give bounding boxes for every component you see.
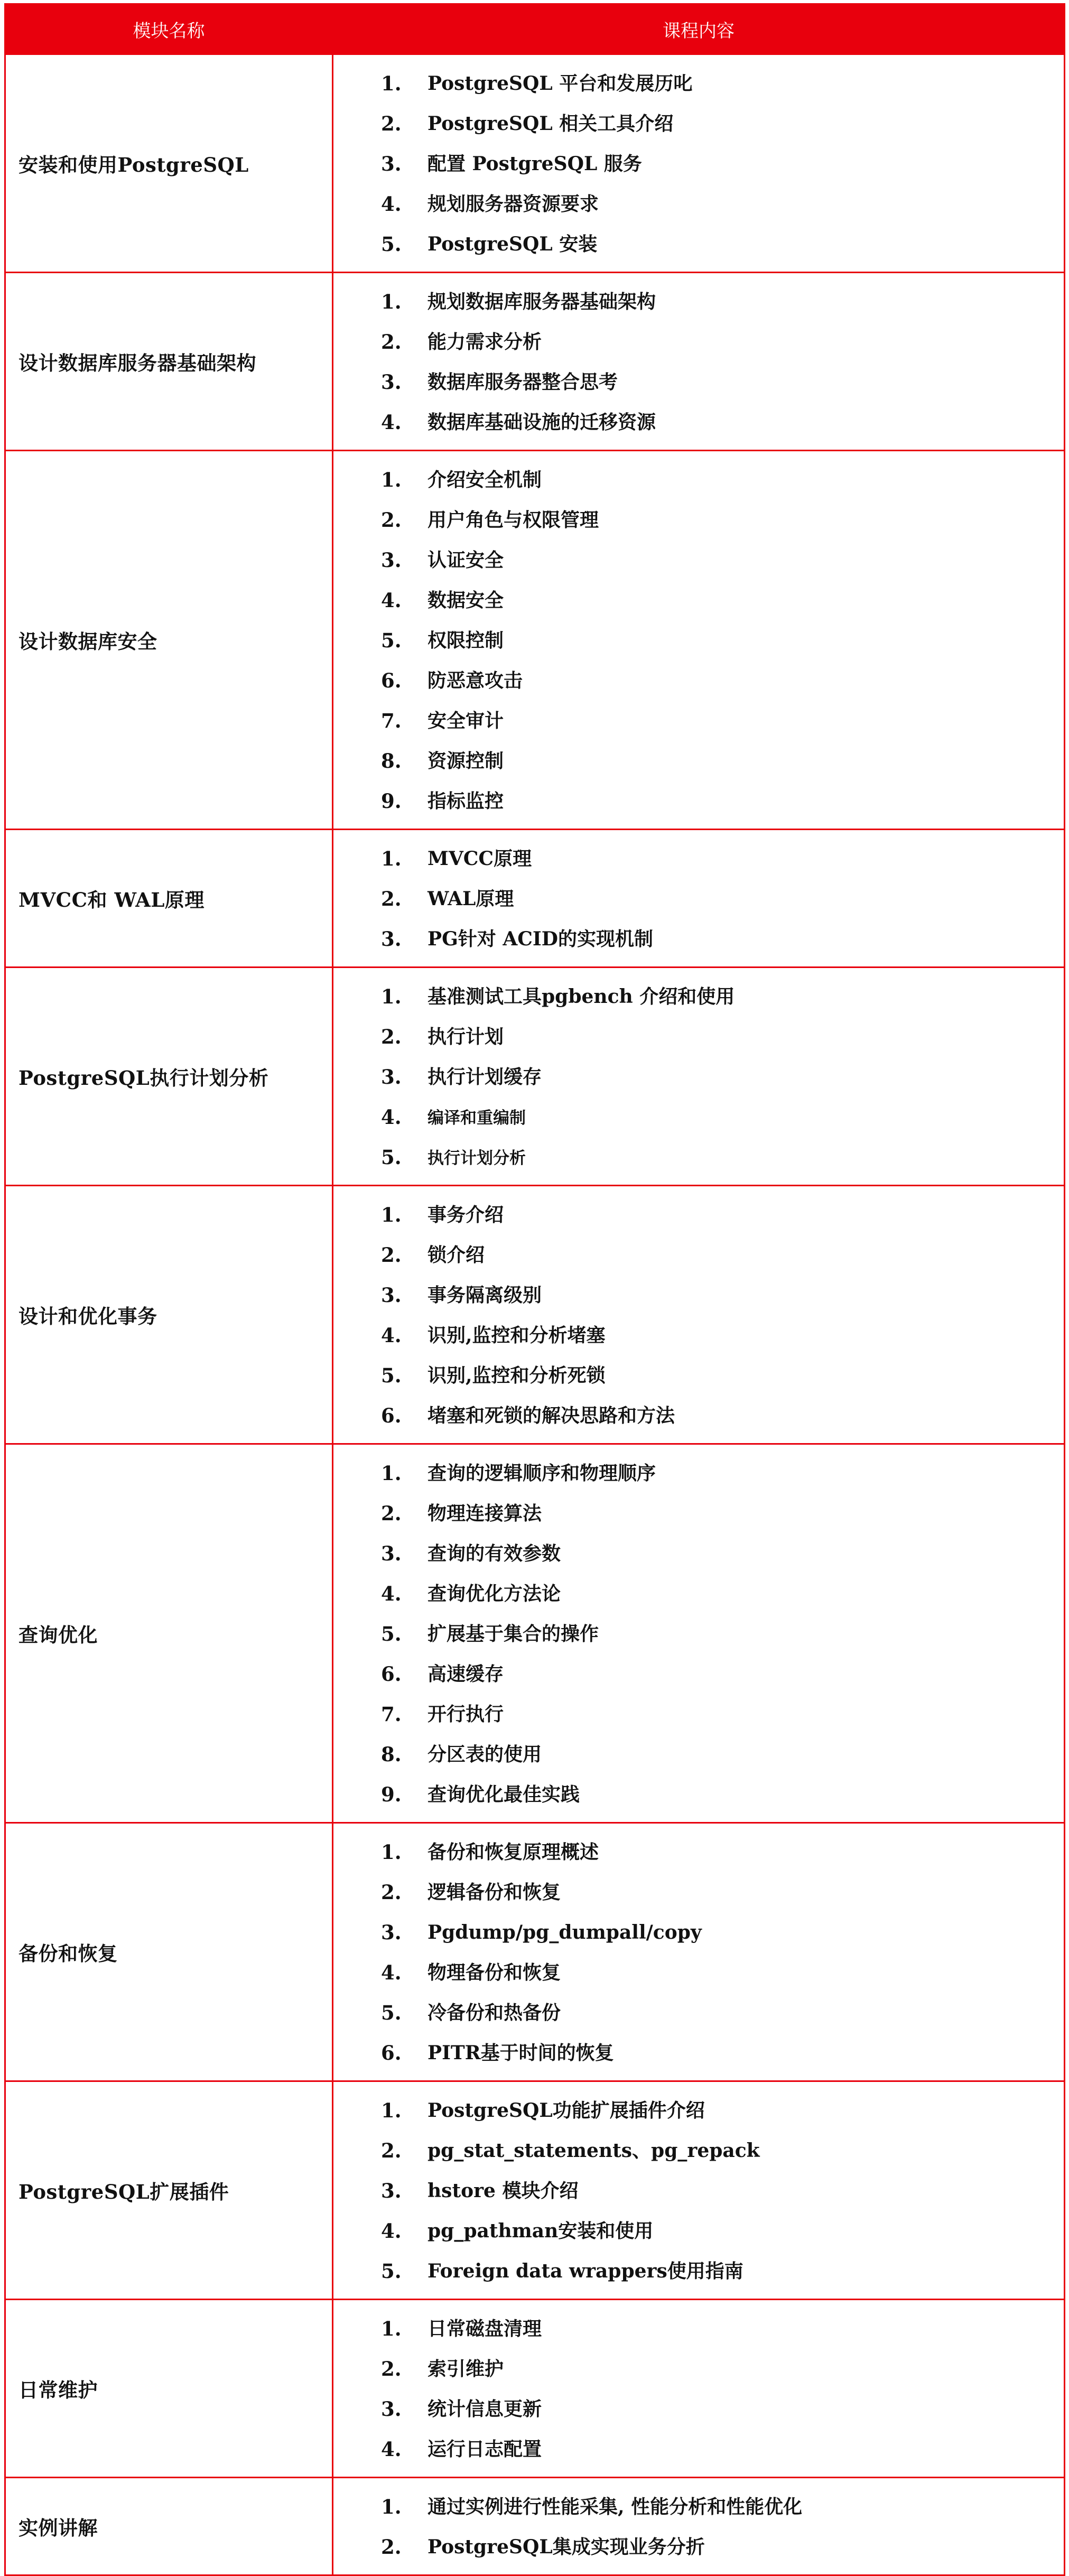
item-number: 6. [381, 669, 402, 692]
list-item [381, 1774, 1064, 1815]
list-item [381, 1614, 1064, 1654]
list-item [381, 63, 1064, 104]
table-row [5, 451, 1065, 830]
module-name-cell: 设计数据库安全 [5, 451, 333, 830]
module-name-cell: 实例讲解 [5, 2478, 333, 2575]
table-body [5, 54, 1065, 2575]
item-text: 安全审计 [427, 710, 504, 732]
item-text: 规划数据库服务器基础架构 [427, 291, 656, 313]
item-number: 1. [381, 1203, 402, 1226]
item-text: 通过实例进行性能采集, 性能分析和性能优化 [427, 2496, 803, 2518]
item-text: pg_stat_statements、pg_repack [427, 2140, 760, 2162]
item-number: 5. [381, 2259, 402, 2283]
course-content-cell [333, 2478, 1065, 2575]
item-text: 查询的有效参数 [427, 1542, 561, 1565]
item-text: 分区表的使用 [427, 1743, 542, 1765]
item-text: 高速缓存 [427, 1663, 504, 1685]
list-item [381, 1355, 1064, 1396]
item-text: 备份和恢复原理概述 [427, 1841, 599, 1863]
item-text: 数据库服务器整合思考 [427, 371, 618, 393]
item-number: 1. [381, 2495, 402, 2518]
item-number: 1. [381, 985, 402, 1008]
table-row [5, 2081, 1065, 2300]
item-number: 3. [381, 370, 402, 394]
item-text: 规划服务器资源要求 [427, 193, 599, 215]
item-number: 5. [381, 629, 402, 652]
item-text: 认证安全 [427, 549, 504, 571]
item-number: 3. [381, 927, 402, 951]
module-name-cell: PostgreSQL执行计划分析 [5, 968, 333, 1186]
list-item [381, 1453, 1064, 1493]
list-item [381, 322, 1064, 362]
list-item [381, 620, 1064, 661]
item-text: 查询的逻辑顺序和物理顺序 [427, 1462, 656, 1484]
content-item-list [381, 282, 1064, 442]
item-number: 9. [381, 789, 402, 813]
item-text: 堵塞和死锁的解决思路和方法 [427, 1405, 675, 1427]
list-item [381, 1654, 1064, 1694]
list-item [381, 2033, 1064, 2073]
list-item [381, 701, 1064, 741]
item-text: 运行日志配置 [427, 2438, 542, 2460]
item-number: 5. [381, 2001, 402, 2024]
item-number: 4. [381, 2438, 402, 2461]
content-item-list [381, 460, 1064, 821]
list-item [381, 1057, 1064, 1097]
item-text: 锁介绍 [427, 1244, 485, 1266]
course-outline-table [4, 3, 1065, 2576]
table-row [5, 1186, 1065, 1444]
item-number: 3. [381, 152, 402, 175]
item-number: 7. [381, 709, 402, 732]
item-number: 3. [381, 1542, 402, 1565]
item-number: 1. [381, 468, 402, 491]
list-item [381, 1832, 1064, 1872]
list-item [381, 460, 1064, 500]
item-number: 1. [381, 290, 402, 313]
list-item [381, 1195, 1064, 1235]
item-text: 识别,监控和分析堵塞 [427, 1324, 606, 1346]
item-number: 3. [381, 1065, 402, 1089]
item-number: 4. [381, 192, 402, 216]
module-name-cell: 设计数据库服务器基础架构 [5, 273, 333, 451]
list-item [381, 919, 1064, 959]
list-item [381, 1097, 1064, 1137]
item-text: 配置 PostgreSQL 服务 [427, 153, 642, 175]
content-item-list [381, 1453, 1064, 1815]
item-number: 6. [381, 1404, 402, 1427]
list-item [381, 661, 1064, 701]
item-text: 能力需求分析 [427, 331, 542, 353]
course-content-header: 课程内容 [333, 4, 1065, 54]
item-text: 执行计划分析 [427, 1149, 526, 1168]
item-text: MVCC原理 [427, 848, 532, 870]
list-item [381, 2487, 1064, 2527]
item-number: 2. [381, 887, 402, 910]
item-text: PITR基于时间的恢复 [427, 2042, 614, 2064]
item-text: 开行执行 [427, 1703, 504, 1725]
list-item [381, 2090, 1064, 2131]
item-text: 物理备份和恢复 [427, 1961, 561, 1984]
item-text: 介绍安全机制 [427, 469, 542, 491]
list-item [381, 1872, 1064, 1912]
item-text: 冷备份和热备份 [427, 2002, 561, 2024]
item-text: 编译和重编制 [427, 1109, 526, 1128]
item-number: 1. [381, 2317, 402, 2340]
item-number: 6. [381, 1662, 402, 1686]
item-number: 1. [381, 2099, 402, 2122]
course-content-cell [333, 273, 1065, 451]
table-row [5, 2478, 1065, 2575]
list-item [381, 2429, 1064, 2469]
item-text: PostgreSQL 平台和发展历叱 [427, 72, 693, 95]
list-item [381, 1017, 1064, 1057]
list-item [381, 2211, 1064, 2251]
list-item [381, 1137, 1064, 1177]
item-text: 统计信息更新 [427, 2398, 542, 2420]
content-item-list [381, 2309, 1064, 2469]
table-row [5, 830, 1065, 968]
item-number: 2. [381, 1881, 402, 1904]
item-number: 7. [381, 1703, 402, 1726]
list-item [381, 2309, 1064, 2349]
module-name-header: 模块名称 [5, 4, 333, 54]
item-number: 5. [381, 1622, 402, 1645]
content-item-list [381, 2090, 1064, 2291]
list-item [381, 224, 1064, 264]
item-text: 事务隔离级别 [427, 1284, 542, 1306]
course-content-cell [333, 1186, 1065, 1444]
module-name-cell: 设计和优化事务 [5, 1186, 333, 1444]
item-text: 执行计划 [427, 1026, 504, 1048]
list-item [381, 977, 1064, 1017]
course-content-cell [333, 968, 1065, 1186]
item-number: 3. [381, 1284, 402, 1307]
item-text: Foreign data wrappers使用指南 [427, 2260, 743, 2282]
item-number: 4. [381, 1105, 402, 1129]
course-content-cell [333, 54, 1065, 273]
module-name-cell: 安装和使用PostgreSQL [5, 54, 333, 273]
module-name-cell: MVCC和 WAL原理 [5, 830, 333, 968]
list-item [381, 144, 1064, 184]
course-content-cell [333, 1823, 1065, 2081]
item-text: 物理连接算法 [427, 1502, 542, 1524]
list-item [381, 2349, 1064, 2389]
item-text: Pgdump/pg_dumpall/copy [427, 1921, 702, 1943]
course-content-cell [333, 1444, 1065, 1823]
item-number: 1. [381, 1840, 402, 1864]
item-number: 2. [381, 1025, 402, 1048]
item-number: 2. [381, 112, 402, 135]
item-number: 2. [381, 2535, 402, 2559]
item-text: PostgreSQL功能扩展插件介绍 [427, 2099, 705, 2122]
list-item [381, 2131, 1064, 2171]
item-text: 数据安全 [427, 589, 504, 611]
list-item [381, 1275, 1064, 1315]
item-text: 查询优化最佳实践 [427, 1783, 580, 1806]
content-item-list [381, 839, 1064, 959]
list-item [381, 1694, 1064, 1734]
item-text: 资源控制 [427, 750, 504, 772]
item-number: 2. [381, 2139, 402, 2162]
course-content-cell [333, 830, 1065, 968]
item-text: pg_pathman安装和使用 [427, 2220, 654, 2242]
item-number: 8. [381, 749, 402, 773]
list-item [381, 1396, 1064, 1436]
item-text: 逻辑备份和恢复 [427, 1881, 561, 1903]
list-item [381, 362, 1064, 402]
table-row [5, 968, 1065, 1186]
module-name-cell: 查询优化 [5, 1444, 333, 1823]
item-number: 4. [381, 2219, 402, 2243]
list-item [381, 1912, 1064, 1952]
item-number: 5. [381, 1364, 402, 1387]
item-number: 5. [381, 233, 402, 256]
item-number: 2. [381, 2357, 402, 2380]
list-item [381, 1493, 1064, 1533]
item-text: WAL原理 [427, 888, 514, 910]
item-text: 扩展基于集合的操作 [427, 1623, 599, 1645]
list-item [381, 839, 1064, 879]
list-item [381, 104, 1064, 144]
item-number: 8. [381, 1743, 402, 1766]
list-item [381, 1315, 1064, 1355]
table-row [5, 2300, 1065, 2478]
item-text: 用户角色与权限管理 [427, 509, 599, 531]
content-item-list [381, 977, 1064, 1177]
item-text: hstore 模块介绍 [427, 2180, 579, 2202]
course-content-cell [333, 2081, 1065, 2300]
item-text: 日常磁盘清理 [427, 2318, 542, 2340]
course-content-cell [333, 451, 1065, 830]
item-text: PostgreSQL 相关工具介绍 [427, 113, 674, 135]
list-item [381, 2251, 1064, 2291]
item-number: 4. [381, 411, 402, 434]
table-header-row [5, 4, 1065, 54]
list-item [381, 1734, 1064, 1774]
item-text: 权限控制 [427, 629, 504, 652]
item-number: 4. [381, 1324, 402, 1347]
item-number: 4. [381, 1961, 402, 1984]
item-text: 事务介绍 [427, 1204, 504, 1226]
list-item [381, 2389, 1064, 2429]
item-number: 1. [381, 72, 402, 95]
table-row [5, 273, 1065, 451]
item-number: 5. [381, 1146, 402, 1169]
item-text: 识别,监控和分析死锁 [427, 1364, 606, 1387]
item-number: 2. [381, 1243, 402, 1267]
content-item-list [381, 2487, 1064, 2567]
item-text: 索引维护 [427, 2358, 504, 2380]
list-item [381, 580, 1064, 620]
item-number: 4. [381, 589, 402, 612]
list-item [381, 540, 1064, 580]
item-number: 6. [381, 2041, 402, 2064]
content-item-list [381, 1832, 1064, 2073]
item-number: 3. [381, 548, 402, 572]
content-item-list [381, 63, 1064, 264]
module-name-cell: 备份和恢复 [5, 1823, 333, 2081]
item-text: PG针对 ACID的实现机制 [427, 928, 653, 950]
item-text: 指标监控 [427, 790, 504, 812]
item-number: 9. [381, 1783, 402, 1806]
item-number: 2. [381, 508, 402, 532]
item-number: 1. [381, 847, 402, 870]
list-item [381, 879, 1064, 919]
list-item [381, 2527, 1064, 2567]
item-number: 2. [381, 1502, 402, 1525]
list-item [381, 1952, 1064, 1993]
table-row [5, 1444, 1065, 1823]
list-item [381, 1993, 1064, 2033]
list-item [381, 1533, 1064, 1574]
item-text: 执行计划缓存 [427, 1066, 542, 1088]
item-number: 4. [381, 1582, 402, 1605]
module-name-cell: 日常维护 [5, 2300, 333, 2478]
list-item [381, 282, 1064, 322]
list-item [381, 2171, 1064, 2211]
item-text: 防恶意攻击 [427, 669, 523, 692]
item-number: 3. [381, 2179, 402, 2202]
item-number: 2. [381, 330, 402, 354]
item-text: 数据库基础设施的迁移资源 [427, 411, 656, 433]
item-number: 3. [381, 1921, 402, 1944]
list-item [381, 500, 1064, 540]
item-text: 基准测试工具pgbench 介绍和使用 [427, 985, 735, 1008]
module-name-cell: PostgreSQL扩展插件 [5, 2081, 333, 2300]
course-content-cell [333, 2300, 1065, 2478]
table-row [5, 1823, 1065, 2081]
list-item [381, 1574, 1064, 1614]
list-item [381, 741, 1064, 781]
table-row [5, 54, 1065, 273]
item-number: 1. [381, 1462, 402, 1485]
list-item [381, 781, 1064, 821]
item-text: 查询优化方法论 [427, 1583, 561, 1605]
item-number: 3. [381, 2397, 402, 2421]
content-item-list [381, 1195, 1064, 1436]
list-item [381, 1235, 1064, 1275]
item-text: PostgreSQL 安装 [427, 233, 598, 255]
list-item [381, 402, 1064, 442]
list-item [381, 184, 1064, 224]
item-text: PostgreSQL集成实现业务分折 [427, 2536, 705, 2558]
